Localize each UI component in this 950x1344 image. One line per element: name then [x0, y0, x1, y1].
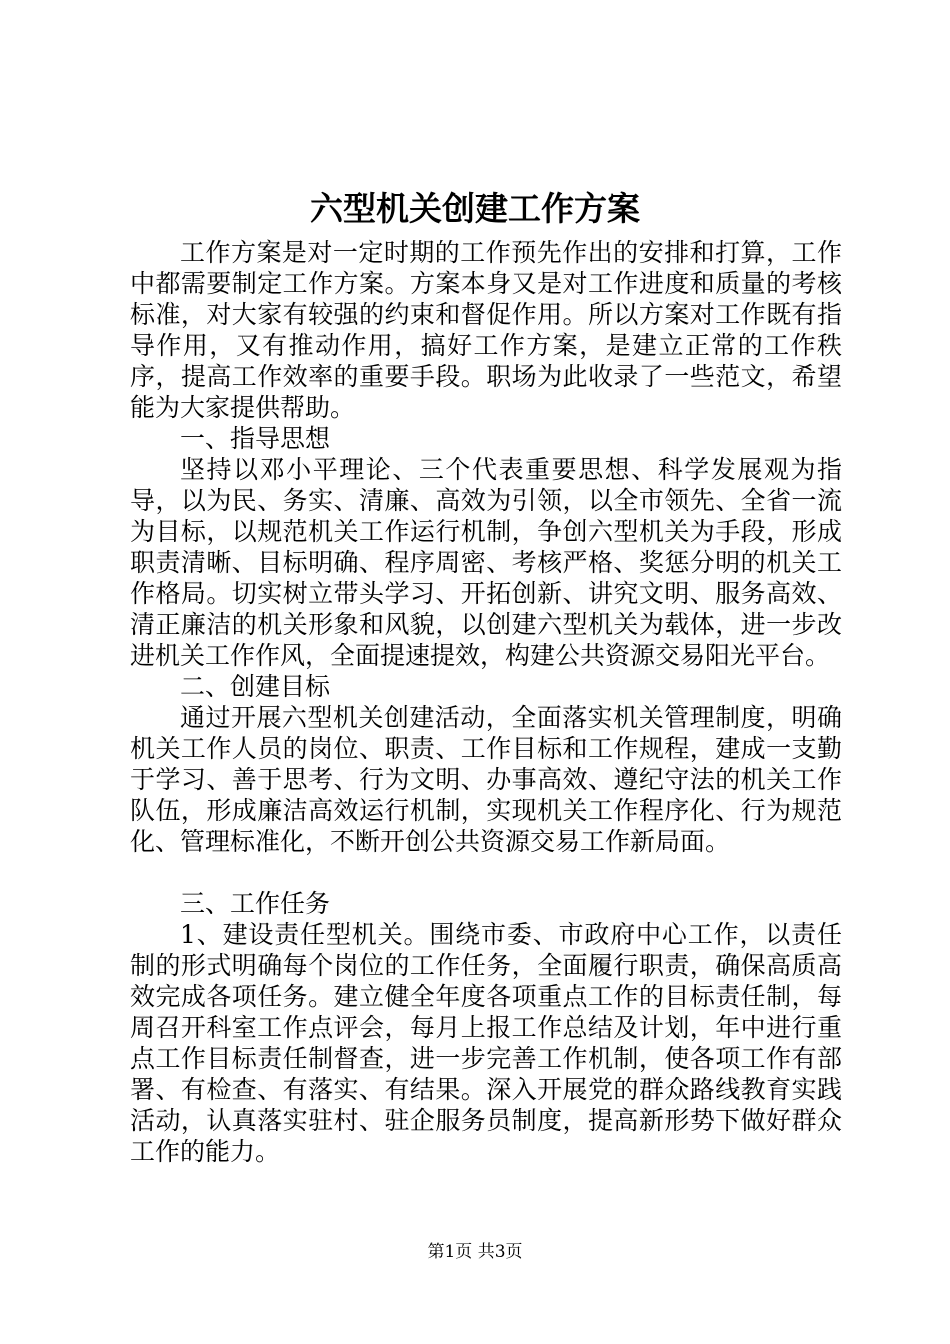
- document-body: [130, 237, 842, 1167]
- section-heading-guiding-ideology: 一、指导思想: [180, 424, 331, 453]
- section-text-creation-goals: 通过开展六型机关创建活动，全面落实机关管理制度，明确机关工作人员的岗位、职责、工作目标和工作规程，建成一支勤于学习、善于思考、行为文明、办事高效、遵纪守法的机关工作队伍，形成廉洁高效运行机制，实现机关工作程序化、行为规范化、管理标准化，不断开创公共资源交易工作新局面。: [130, 703, 842, 856]
- section-heading-creation-goals: 二、创建目标: [180, 672, 331, 701]
- intro-paragraph: 工作方案是对一定时期的工作预先作出的安排和打算，工作中都需要制定工作方案。方案本身又是对工作进度和质量的考核标准，对大家有较强的约束和督促作用。所以方案对工作既有指导作用，又有推动作用，搞好工作方案，是建立正常的工作秩序，提高工作效率的重要手段。职场为此收录了一些范文，希望能为大家提供帮助。: [130, 238, 842, 422]
- section-heading-work-tasks: 三、工作任务: [180, 889, 331, 918]
- section-text-guiding-ideology: 坚持以邓小平理论、三个代表重要思想、科学发展观为指导，以为民、务实、清廉、高效为引领，以全市领先、全省一流为目标，以规范机关工作运行机制，争创六型机关为手段，形成职责清晰、目标明确、程序周密、考核严格、奖惩分明的机关工作格局。切实树立带头学习、开拓创新、讲究文明、服务高效、清正廉洁的机关形象和风貌，以创建六型机关为载体，进一步改进机关工作作风，全面提速提效，构建公共资源交易阳光平台。: [130, 455, 842, 670]
- section-text-work-tasks: 1、建设责任型机关。围绕市委、市政府中心工作，以责任制的形式明确每个岗位的工作任务，全面履行职责，确保高质高效完成各项任务。建立健全年度各项重点工作的目标责任制，每周召开科室工作点评会，每月上报工作总结及计划，年中进行重点工作目标责任制督查，进一步完善工作机制，使各项工作有部署、有检查、有落实、有结果。深入开展党的群众路线教育实践活动，认真落实驻村、驻企服务员制度，提高新形势下做好群众工作的能力。: [130, 920, 842, 1166]
- document-title: 六型机关创建工作方案: [310, 189, 640, 228]
- page-number-footer: 第1页 共3页: [427, 1242, 523, 1262]
- paragraph-spacer: [130, 857, 842, 888]
